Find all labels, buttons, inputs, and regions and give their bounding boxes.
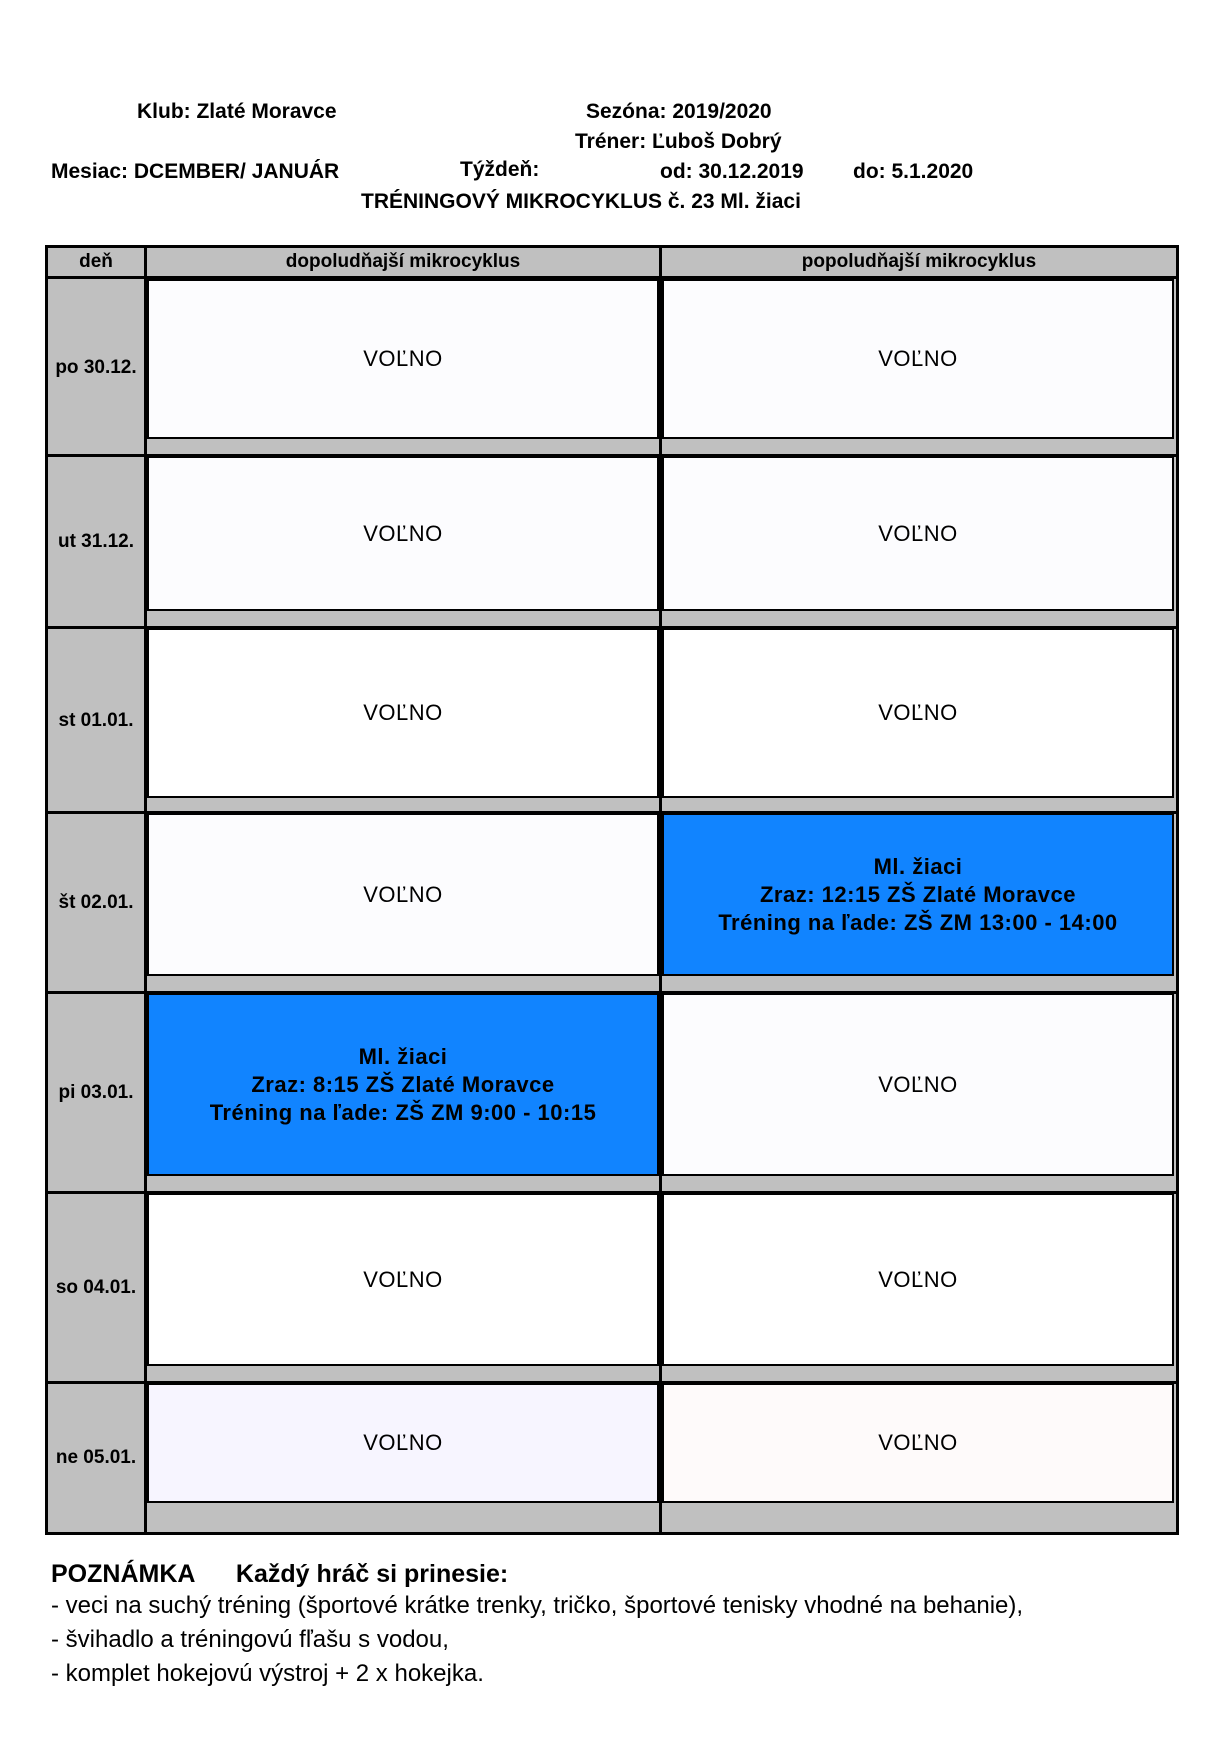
note-label: POZNÁMKA (51, 1560, 196, 1588)
free-text: VOĽNO (363, 1430, 443, 1455)
note-heading: Každý hráč si prinesie: (235, 1560, 509, 1588)
column-header-morning: dopoludňajší mikrocyklus (147, 248, 659, 276)
schedule-table (45, 245, 1179, 1535)
morning-cell (147, 1383, 659, 1503)
training-line: Zraz: 8:15 ZŠ Zlaté Moravce (251, 1071, 555, 1097)
free-text: VOĽNO (878, 1071, 958, 1097)
day-label: so 04.01. (55, 1277, 137, 1298)
season: Sezóna: 2019/2020 (586, 100, 772, 123)
day-label: št 02.01. (58, 892, 134, 913)
training-line: Zraz: 12:15 ZŠ Zlaté Moravce (759, 881, 1076, 907)
week-to: do: 5.1.2020 (853, 160, 974, 183)
afternoon-cell (662, 813, 1174, 976)
morning-cell (147, 456, 659, 611)
morning-cell (147, 628, 659, 798)
training-line: Tréning na ľade: ZŠ ZM 9:00 - 10:15 (209, 1099, 597, 1125)
training-line: Ml. žiaci (873, 853, 963, 879)
free-text: VOĽNO (878, 700, 958, 725)
day-label: po 30.12. (55, 356, 137, 378)
training-line: Tréning na ľade: ZŠ ZM 13:00 - 14:00 (718, 909, 1118, 935)
free-text: VOĽNO (878, 1266, 958, 1292)
note-item: - komplet hokejovú výstroj + 2 x hokejka. (51, 1660, 484, 1687)
training-line: Ml. žiaci (358, 1043, 448, 1069)
morning-cell (147, 813, 659, 976)
document-title: TRÉNINGOVÝ MIKROCYKLUS č. 23 Ml. žiaci (361, 190, 801, 213)
free-text: VOĽNO (878, 346, 958, 371)
note-item: - veci na suchý tréning (športové krátke trenky, tričko, športové tenisky vhodné na behanie), (51, 1592, 1024, 1619)
free-text: VOĽNO (878, 520, 958, 546)
free-text: VOĽNO (363, 700, 443, 725)
free-text: VOĽNO (363, 1266, 443, 1292)
day-label: pi 03.01. (58, 1082, 134, 1103)
day-label: ne 05.01. (55, 1446, 137, 1468)
morning-cell (147, 1193, 659, 1366)
week-label: Týždeň: (460, 158, 540, 181)
morning-cell (147, 279, 659, 439)
day-label: st 01.01. (58, 709, 134, 731)
afternoon-cell (662, 1193, 1174, 1366)
month: Mesiac: DCEMBER/ JANUÁR (51, 160, 340, 183)
day-label: ut 31.12. (57, 531, 135, 552)
column-header-afternoon: popoludňajší mikrocyklus (662, 248, 1176, 276)
afternoon-cell (662, 456, 1174, 611)
free-text: VOĽNO (363, 881, 443, 907)
note-item: - švihadlo a tréningovú fľašu s vodou, (51, 1626, 449, 1653)
morning-cell (147, 993, 659, 1176)
afternoon-cell (662, 1383, 1174, 1503)
club-name: Klub: Zlaté Moravce (137, 100, 337, 123)
coach: Tréner: Ľuboš Dobrý (575, 130, 782, 153)
afternoon-cell (662, 628, 1174, 798)
afternoon-cell (662, 993, 1174, 1176)
free-text: VOĽNO (363, 346, 443, 371)
free-text: VOĽNO (878, 1430, 958, 1455)
week-from: od: 30.12.2019 (660, 160, 804, 183)
note-section (51, 1560, 1201, 1691)
afternoon-cell (662, 279, 1174, 439)
column-header-day: deň (48, 248, 144, 276)
free-text: VOĽNO (363, 520, 443, 546)
